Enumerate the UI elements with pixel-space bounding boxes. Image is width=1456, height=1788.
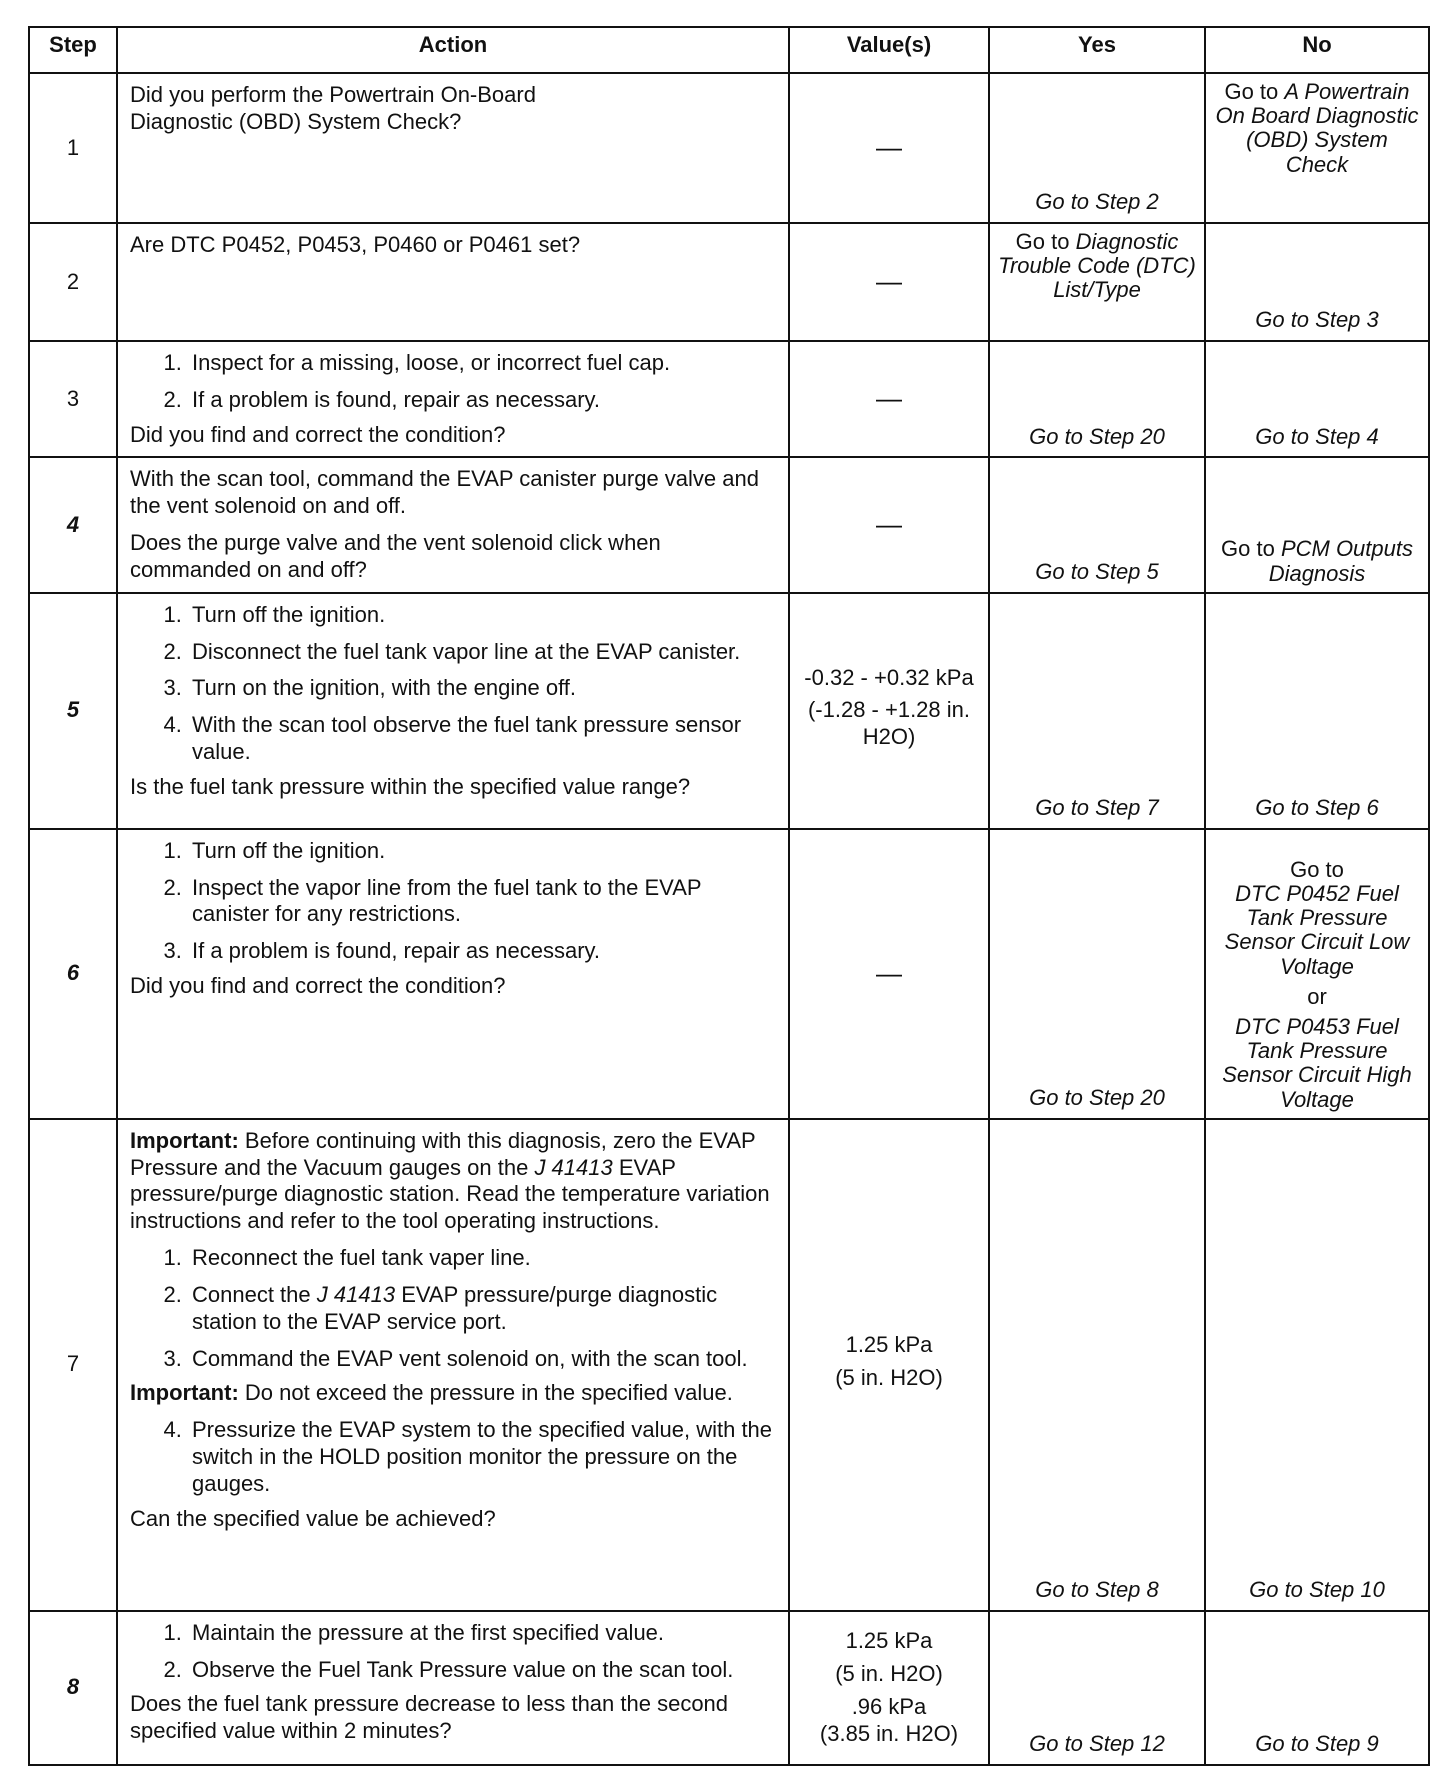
important-text: Do not exceed the pressure in the specified value. [244, 1380, 733, 1406]
list-item: 1. Maintain the pressure at the first specified value. [188, 1620, 780, 1647]
yes-reference: Diagnostic Trouble Code (DTC) List/Type [998, 229, 1196, 303]
step-number: 3 [29, 341, 117, 457]
action-cell [117, 829, 789, 1119]
action-question: Did you find and correct the condition? [130, 421, 506, 447]
action-cell [117, 457, 789, 592]
no-prefix: Go to [1221, 536, 1275, 562]
no-prefix: Go to [1224, 79, 1279, 104]
list-item: 2. Disconnect the fuel tank vapor line at the EVAP canister. [188, 639, 780, 666]
diagnostic-table [28, 26, 1430, 1766]
action-steps [130, 1417, 780, 1497]
action-question: Can the specified value be achieved? [130, 1505, 496, 1531]
important-text: Before continuing with this diagnosis, zero the EVAP Pressure and the Vacuum gauges on the [130, 1127, 756, 1180]
list-item: 1. Reconnect the fuel tank vaper line. [188, 1245, 780, 1272]
table-row [29, 1611, 1429, 1765]
list-item: 4. Pressurize the EVAP system to the specified value, with the switch in the HOLD position monitor the pressure on the gauges. [188, 1417, 780, 1497]
action-question: Did you find and correct the condition? [130, 973, 506, 999]
tool-reference: J 41413 [316, 1281, 396, 1307]
yes-cell: Go to Step 2 [989, 73, 1205, 223]
table-row [29, 223, 1429, 341]
value-cell [789, 73, 989, 223]
yes-cell: Go to Step 5 [989, 457, 1205, 592]
action-cell [117, 1119, 789, 1611]
value-cell [789, 1611, 989, 1765]
step-number: 8 [29, 1611, 117, 1765]
list-item: 1. Turn off the ignition. [188, 602, 780, 629]
value-cell [789, 223, 989, 341]
no-cell: Go to Step 3 [1205, 223, 1429, 341]
action-question: Did you perform the Powertrain On-Board Diagnostic (OBD) System Check? [130, 82, 536, 134]
yes-cell: Go to Step 8 [989, 1119, 1205, 1611]
value-quaternary: (3.85 in. H2O) [819, 1720, 959, 1746]
value-cell [789, 341, 989, 457]
header-action: Action [117, 27, 789, 73]
no-prefix: Go to [1290, 856, 1344, 882]
value-dash: — [876, 509, 902, 540]
no-reference: PCM Outputs Diagnosis [1268, 536, 1413, 586]
value-cell [789, 829, 989, 1119]
important-label: Important: [130, 1380, 239, 1406]
value-dash: — [876, 383, 902, 414]
list-item: 4. With the scan tool observe the fuel tank pressure sensor value. [188, 712, 780, 766]
value-primary: 1.25 kPa [845, 1628, 933, 1654]
action-cell [117, 73, 789, 223]
action-cell [117, 341, 789, 457]
action-steps [130, 350, 780, 414]
action-question: Does the fuel tank pressure decrease to less than the second specified value within 2 minutes? [130, 1691, 729, 1744]
table-row [29, 457, 1429, 592]
value-secondary: (5 in. H2O) [835, 1660, 943, 1686]
no-cell: Go to Step 10 [1205, 1119, 1429, 1611]
step-number: 5 [29, 593, 117, 829]
action-steps [130, 602, 780, 766]
action-cell [117, 223, 789, 341]
value-primary: -0.32 - +0.32 kPa [804, 664, 974, 690]
value-cell [789, 457, 989, 592]
action-instruction: With the scan tool, command the EVAP canister purge valve and the vent solenoid on and off. [130, 466, 759, 519]
action-steps [130, 1620, 780, 1684]
no-reference: A Powertrain On Board Diagnostic (OBD) System Check [1215, 79, 1419, 177]
value-primary: 1.25 kPa [845, 1331, 933, 1357]
no-cell: Go to Step 9 [1205, 1611, 1429, 1765]
step-number: 2 [29, 223, 117, 341]
list-item: 2. If a problem is found, repair as necessary. [188, 387, 780, 414]
yes-cell: Go to Step 7 [989, 593, 1205, 829]
no-cell: Go to Step 6 [1205, 593, 1429, 829]
yes-cell [989, 223, 1205, 341]
diagnostic-document [28, 26, 1428, 1766]
table-row [29, 829, 1429, 1119]
action-question: Are DTC P0452, P0453, P0460 or P0461 set? [130, 232, 581, 257]
no-cell [1205, 73, 1429, 223]
step-number: 4 [29, 457, 117, 592]
no-reference-low: DTC P0452 Fuel Tank Pressure Sensor Circuit Low Voltage [1224, 881, 1410, 979]
step-number: 1 [29, 73, 117, 223]
yes-cell: Go to Step 12 [989, 1611, 1205, 1765]
table-row [29, 341, 1429, 457]
tool-reference: J 41413 [534, 1154, 613, 1180]
list-item: 1. Turn off the ignition. [188, 838, 780, 865]
header-yes: Yes [989, 27, 1205, 73]
list-item [188, 1282, 780, 1336]
no-reference-high: DTC P0453 Fuel Tank Pressure Sensor Circuit High Voltage [1222, 1014, 1412, 1112]
list-item-text: EVAP pressure/purge diagnostic station to the EVAP service port. [192, 1281, 718, 1334]
step-number: 6 [29, 829, 117, 1119]
header-step: Step [29, 27, 117, 73]
important-text: EVAP pressure/purge diagnostic station. Read the temperature variation instructions and refer to the tool operating instructions. [130, 1154, 770, 1234]
table-row [29, 1119, 1429, 1611]
value-secondary: (-1.28 - +1.28 in. H2O) [807, 697, 971, 750]
list-item: 3. If a problem is found, repair as necessary. [188, 938, 780, 965]
yes-cell: Go to Step 20 [989, 341, 1205, 457]
list-item: 2. Inspect the vapor line from the fuel tank to the EVAP canister for any restrictions. [188, 875, 780, 929]
header-no: No [1205, 27, 1429, 73]
action-steps [130, 1245, 780, 1372]
action-question: Does the purge valve and the vent solenoid click when commanded on and off? [130, 530, 661, 582]
header-values: Value(s) [789, 27, 989, 73]
list-item: 1. Inspect for a missing, loose, or incorrect fuel cap. [188, 350, 780, 377]
no-cell [1205, 829, 1429, 1119]
action-question: Is the fuel tank pressure within the specified value range? [130, 773, 691, 799]
header-row [29, 27, 1429, 73]
action-cell [117, 1611, 789, 1765]
list-item: 3. Command the EVAP vent solenoid on, with the scan tool. [188, 1346, 780, 1373]
no-cell: Go to Step 4 [1205, 341, 1429, 457]
important-note [130, 1380, 780, 1407]
action-cell [117, 593, 789, 829]
value-secondary: (5 in. H2O) [835, 1364, 943, 1390]
value-cell [789, 593, 989, 829]
important-label: Important: [130, 1127, 239, 1153]
list-item: 2. Observe the Fuel Tank Pressure value on the scan tool. [188, 1657, 780, 1684]
yes-cell: Go to Step 20 [989, 829, 1205, 1119]
value-dash: — [876, 957, 902, 988]
step-number: 7 [29, 1119, 117, 1611]
value-tertiary: .96 kPa [851, 1693, 927, 1719]
value-cell [789, 1119, 989, 1611]
table-row [29, 73, 1429, 223]
important-note [130, 1128, 780, 1235]
action-steps [130, 838, 780, 965]
no-cell [1205, 457, 1429, 592]
list-item: 3. Turn on the ignition, with the engine off. [188, 675, 780, 702]
list-item-text: Connect the [192, 1281, 311, 1307]
table-row [29, 593, 1429, 829]
no-or: or [1307, 983, 1327, 1009]
value-dash: — [876, 132, 902, 163]
value-dash: — [876, 266, 902, 297]
yes-prefix: Go to [1015, 229, 1070, 254]
